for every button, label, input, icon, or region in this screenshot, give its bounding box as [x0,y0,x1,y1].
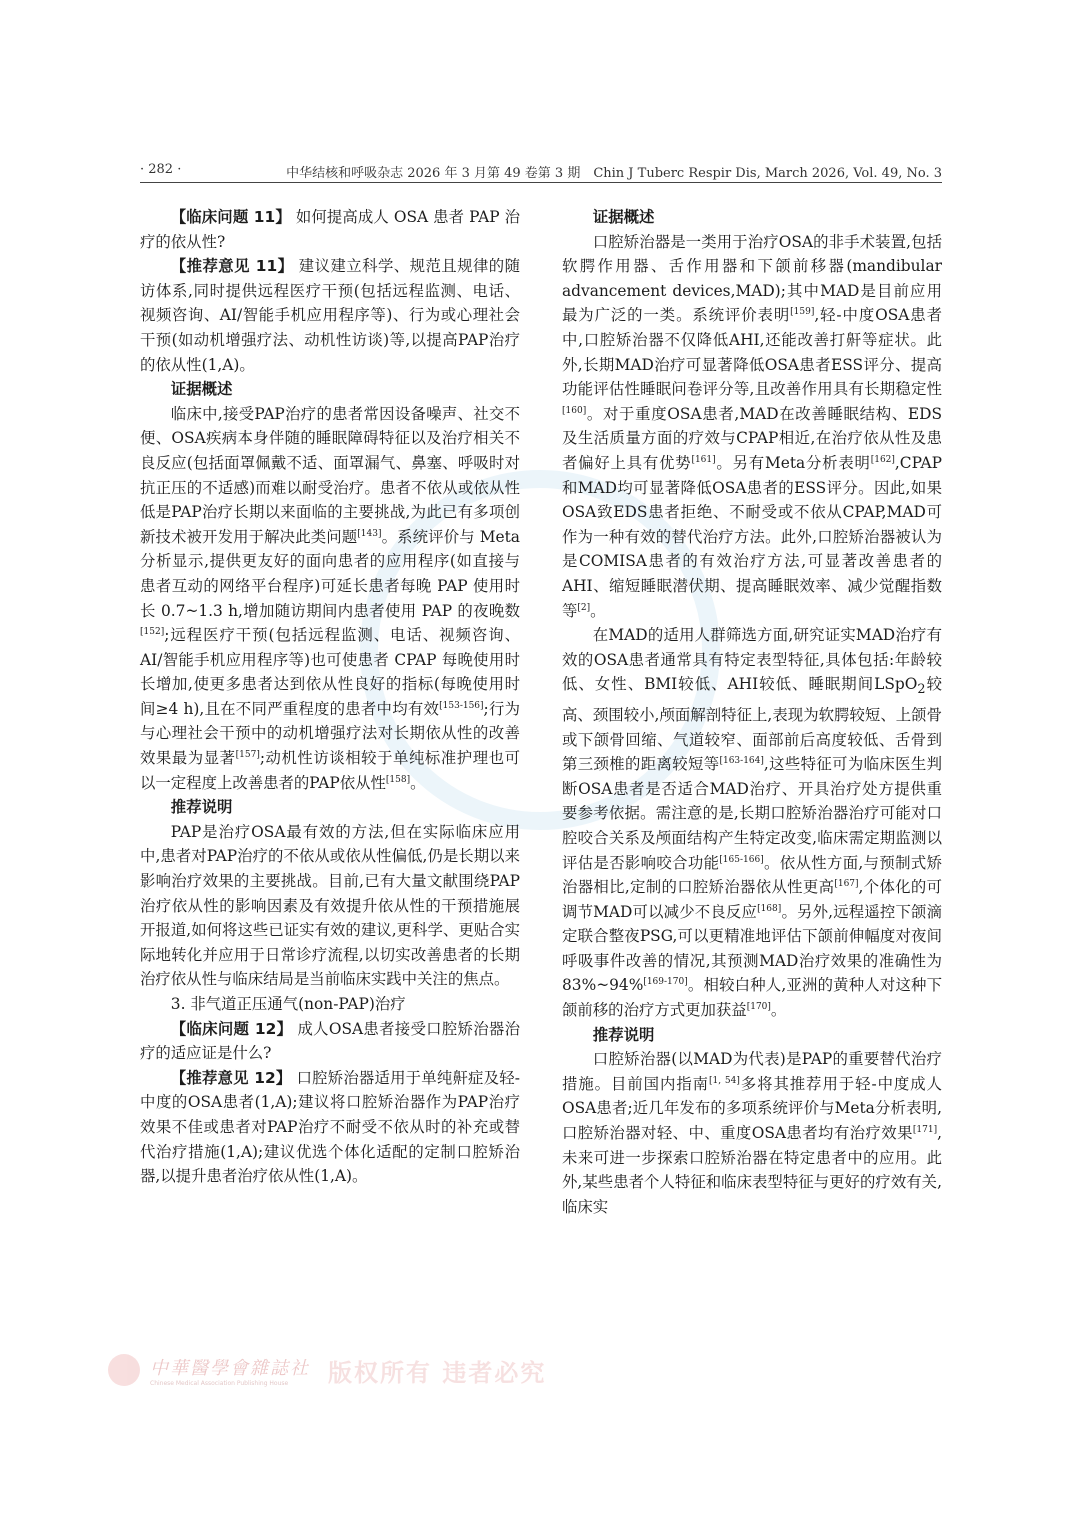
citation: [163-164] [719,756,764,767]
clinical-question-12: 【临床问题 12】 成人OSA患者接受口腔矫治器治疗的适应证是什么? [140,1019,520,1063]
journal-citation: 中华结核和呼吸杂志 2026 年 3 月第 49 卷第 3 期 Chin J Tuberc Respir Dis, March 2026, Vol. 49, No. 3 [286,166,942,181]
page-header [140,160,942,183]
recommendation-tag: 【推荐意见 12】 [170,1068,292,1087]
citation: [169-170] [643,977,688,988]
explanation-paragraph: 口腔矫治器(以MAD为代表)是PAP的重要替代治疗措施。目前国内指南[1, 54]多将其推荐用于轻-中度成人OSA患者;近几年发布的多项系统评价与Meta分析表明,口腔矫治器对轻、中、重度OSA患者均有治疗效果[171],未来可进一步探索口腔矫治器在特定患者中的应用。此外,某些患者个人特征和临床表型特征与更好的疗效有关,临床实 [562,1050,942,1216]
recommendation-11: 【推荐意见 11】 建议建立科学、规范且规律的随访体系,同时提供远程医疗干预(包括远程监测、电话、视频咨询、AI/智能手机应用程序等)、行为或心理社会干预(如动机增强疗法、动机性访谈)等,以提高PAP治疗的依从性(1,A)。 [140,257,520,374]
citation: [162] [870,454,895,465]
citation: [1, 54] [708,1075,740,1086]
left-column [140,205,520,1189]
citation: [158] [385,774,411,785]
publisher-english-name: Chinese Medical Association Publishing House [150,1379,289,1387]
citation: [143] [357,528,382,539]
recommendation-12: 【推荐意见 12】 口腔矫治器适用于单纯鼾症及轻-中度的OSA患者(1,A);建议将口腔矫治器作为PAP治疗效果不佳或患者对PAP治疗不耐受不依从时的补充或替代治疗措施(1,A);建议优选个体化适配的定制口腔矫治器,以提升患者治疗依从性(1,A)。 [140,1068,520,1186]
evidence-paragraph: 临床中,接受PAP治疗的患者常因设备噪声、社交不便、OSA疾病本身伴随的睡眠障碍特征以及治疗相关不良反应(包括面罩佩戴不适、面罩漏气、鼻塞、呼吸时对抗正压的不适感)而难以耐受治疗。患者不依从或依从性低是PAP治疗长期以来面临的主要挑战,为此已有多项创新技术被开发用于解决此类问题[143]。系统评价与 Meta 分析显示,提供更友好的面向患者的应用程序(如直接与患者互动的网络平台程序)可延长患者每晚 PAP 使用时长 0.7~1.3 h,增加随访期间内患者使用 PAP 的夜晚数[152];远程医疗干预(包括远程监测、电话、视频咨询、AI/智能手机应用程序等)也可使患者 CPAP 每晚使用时长增加,使更多患者达到依从性良好的指标(每晚使用时间≥4 h),且在不同严重程度的患者中均有效[153-156];行为与心理社会干预中的动机增强疗法对长期依从性的改善效果最为显著[157];动机性访谈相较于单纯标准护理也可以一定程度上改善患者的PAP依从性[158]。 [140,404,521,792]
evidence-paragraph: 口腔矫治器是一类用于治疗OSA的非手术装置,包括软腭作用器、舌作用器和下颌前移器(mandibular advancement devices,MAD);其中MAD是目前应用最为广泛的一类。系统评价表明[159],轻-中度OSA患者中,口腔矫治器不仅降低AHI,还能改善打鼾等症状。此外,长期MAD治疗可显著降低OSA患者ESS评分、提高功能评估性睡眠问卷评分等,且改善作用具有长期稳定性[160]。对于重度OSA患者,MAD在改善睡眠结构、EDS及生活质量方面的疗效与CPAP相近,在治疗依从性及患者偏好上具有优势[161]。另有Meta分析表明[162],CPAP和MAD均可显著降低OSA患者的ESS评分。因此,如果OSA致EDS患者拒绝、不耐受或不依从CPAP,MAD可作为一种有效的替代治疗方法。此外,口腔矫治器被认为是COMISA患者的有效治疗方法,可显著改善患者的AHI、缩短睡眠潜伏期、提高睡眠效率、减少觉醒指数等[2]。 [562,232,942,620]
evidence-heading: 证据概述 [592,208,655,226]
citation: [168] [757,903,782,914]
publisher-name: 中華醫學會雜誌社 [150,1357,310,1379]
citation: [159] [790,307,815,318]
explanation-heading: 推荐说明 [592,1025,655,1044]
citation: [160] [562,405,587,416]
publisher-watermark [108,1350,546,1390]
evidence-heading: 证据概述 [170,380,233,399]
clinical-question-11: 【临床问题 11】 如何提高成人 OSA 患者 PAP 治疗的依从性? [140,208,520,251]
citation: [170] [746,1001,771,1012]
citation: [153-156] [439,700,484,711]
citation: [161] [691,454,716,465]
recommendation-tag: 【推荐意见 11】 [170,257,294,276]
question-tag: 【临床问题 11】 [170,208,291,226]
citation: [2] [577,602,591,613]
flower-logo-icon [108,1354,140,1386]
citation: [171] [912,1124,938,1135]
page-number: · 282 · [140,162,182,177]
citation: [152] [140,626,165,637]
explanation-heading: 推荐说明 [170,798,233,817]
citation: [167] [834,878,859,889]
section-heading: 3. 非气道正压通气(non-PAP)治疗 [170,995,406,1013]
right-column [562,205,942,1219]
explanation-paragraph: PAP是治疗OSA最有效的方法,但在实际临床应用中,患者对PAP治疗的不依从或依从性偏低,仍是长期以来影响治疗效果的主要挑战。目前,已有大量文献围绕PAP治疗依从性的影响因素及有效提升依从性的干预措施展开报道,如何将这些已证实有效的建议,更科学、更贴合实际地转化并应用于日常诊疗流程,以切实改善患者的长期治疗依从性与临床结局是当前临床实践中关注的焦点。 [140,822,520,989]
question-tag: 【临床问题 12】 [170,1019,293,1038]
citation: [157] [235,749,260,760]
citation: [165-166] [719,854,764,865]
copyright-mark: 版权所有 违者必究 [328,1358,547,1387]
evidence-paragraph: 在MAD的适用人群筛选方面,研究证实MAD治疗有效的OSA患者通常具有特定表型特征,具体包括:年龄较低、女性、BMI较低、AHI较低、睡眠期间LSpO$_2$较高、颈围较小,颅面解剖特征上,表现为软腭较短、上颌骨或下颌骨回缩、气道较窄、面部前后高度较低、舌骨到第三颈椎的距离较短等[163-164],这些特征可为临床医生判断OSA患者是否适合MAD治疗、开具治疗处方提供重要参考依据。需注意的是,长期口腔矫治器治疗可能对口腔咬合关系及颅面结构产生特定改变,临床需定期监测以评估是否影响咬合功能[165-166]。依从性方面,与预制式矫治器相比,定制的口腔矫治器依从性更高[167],个体化的可调节MAD可以减少不良反应[168]。另外,远程遥控下颌滴定联合整夜PSG,可以更精准地评估下颌前伸幅度对夜间呼吸事件改善的情况,其预测MAD治疗效果的准确性为83%~94%[169-170]。相较白种人,亚洲的黄种人对这种下颌前移的治疗方式更加获益[170]。 [562,626,942,1020]
